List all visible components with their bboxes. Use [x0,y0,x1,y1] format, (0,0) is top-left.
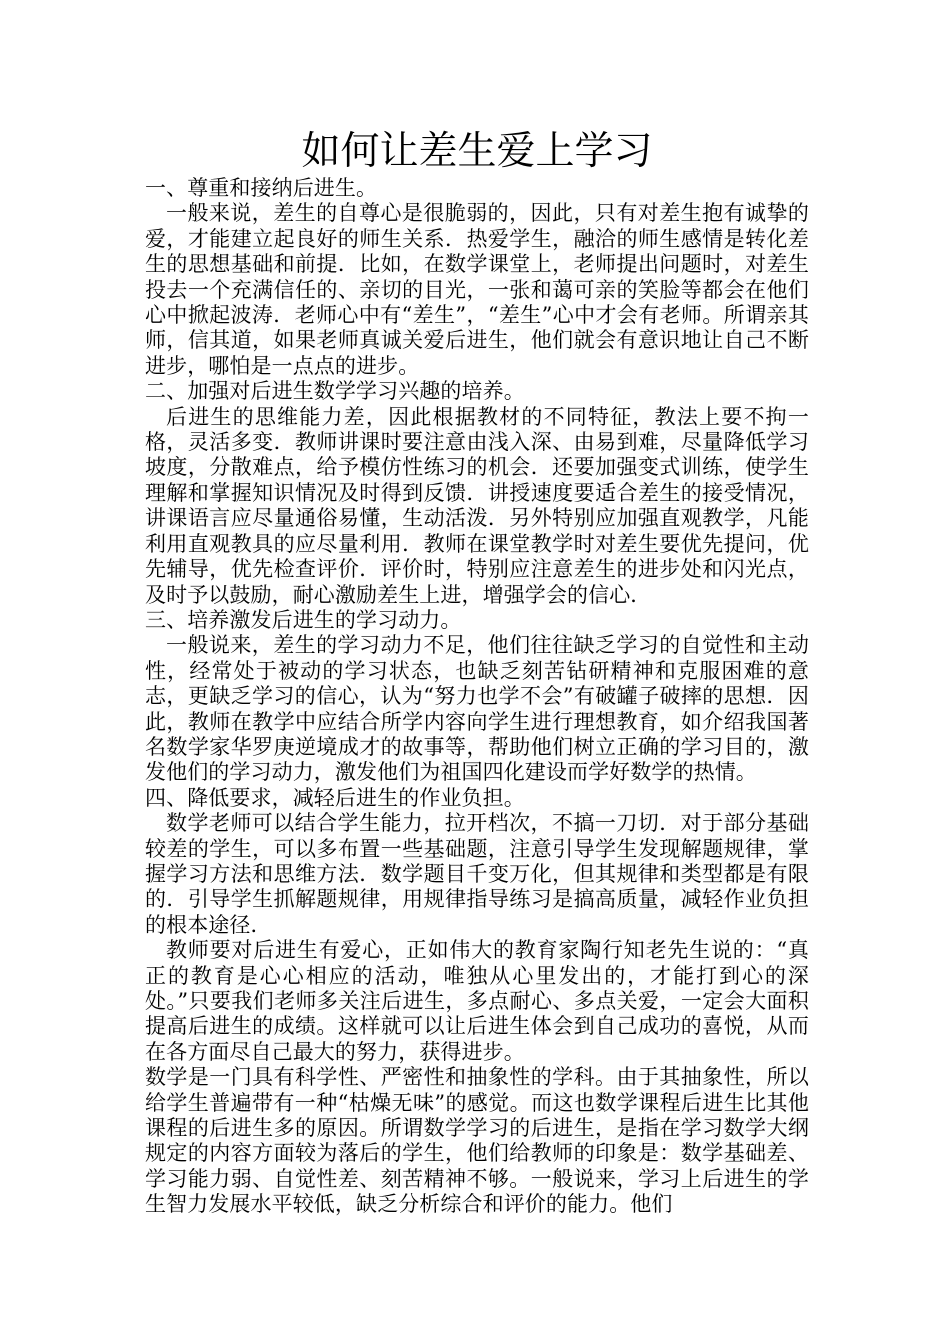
section-paragraph-2: 后进生的思维能力差，因此根据教材的不同特征，教法上要不拘一格，灵活多变．教师讲课时要注意由浅入深、由易到难，尽量降低学习坡度，分散难点，给予模仿性练习的机会．还要加强变式训练，使学生理解和掌握知识情况及时得到反馈．讲授速度要适合差生的接受情况，讲课语言应尽量通俗易懂，生动活泼．另外特别应加强直观教学，凡能利用直观教具的应尽量利用．教师在课堂教学时对差生要优先提问，优先辅导，优先检查评价．评价时，特别应注意差生的进步处和闪光点，及时予以鼓励，耐心激励差生上进，增强学会的信心． [145,404,809,607]
section-heading-2: 二、加强对后进生数学学习兴趣的培养。 [145,379,525,404]
section-heading-4: 四、降低要求，减轻后进生的作业负担。 [145,785,525,810]
closing-paragraph: 教师要对后进生有爱心，正如伟大的教育家陶行知老先生说的：“真正的教育是心心相应的活动，唯独从心里发出的，才能打到心的深处。”只要我们老师多关注后进生，多点耐心、多点关爱，一定会大面积提高后进生的成绩。这样就可以让后进生体会到自己成功的喜悦，从而在各方面尽自己最大的努力，获得进步。 [145,938,809,1064]
section-paragraph-1: 一般来说，差生的自尊心是很脆弱的，因此，只有对差生抱有诚挚的爱，才能建立起良好的师生关系．热爱学生，融洽的师生感情是转化差生的思想基础和前提．比如，在数学课堂上，老师提出问题时，对差生投去一个充满信任的、亲切的目光，一张和蔼可亲的笑脸等都会在他们心中掀起波涛．老师心中有“差生”，“差生”心中才会有老师。所谓亲其师，信其道，如果老师真诚关爱后进生，他们就会有意识地让自己不断进步，哪怕是一点点的进步。 [145,201,809,378]
final-paragraph: 数学是一门具有科学性、严密性和抽象性的学科。由于其抽象性，所以给学生普遍带有一种“枯燥无味”的感觉。而这也数学课程后进生比其他课程的后进生多的原因。所谓数学学习的后进生，是指在学习数学大纲规定的内容方面较为落后的学生，他们给教师的印象是：数学基础差、学习能力弱、自觉性差、刻苦精神不够。一般说来，学习上后进生的学生智力发展水平较低，缺乏分析综合和评价的能力。他们 [145,1065,809,1217]
section-paragraph-4: 数学老师可以结合学生能力，拉开档次，不搞一刀切．对于部分基础较差的学生，可以多布置一些基础题，注意引导学生发现解题规律，掌握学习方法和思维方法．数学题目千变万化，但其规律和类型都是有限的．引导学生抓解题规律，用规律指导练习是搞高质量，减轻作业负担的根本途径． [145,811,809,937]
article-text [145,176,809,1218]
section-heading-3: 三、培养激发后进生的学习动力。 [145,607,462,632]
document-body [145,128,809,1218]
document-title: 如何让差生爱上学习 [301,129,653,174]
section-heading-1: 一、尊重和接纳后进生。 [145,176,378,200]
section-paragraph-3: 一般说来，差生的学习动力不足，他们往往缺乏学习的自觉性和主动性，经常处于被动的学习状态，也缺乏刻苦钻研精神和克服困难的意志，更缺乏学习的信心，认为“努力也学不会”有破罐子破摔的思想．因此，教师在教学中应结合所学内容向学生进行理想教育，如介绍我国著名数学家华罗庚逆境成才的故事等，帮助他们树立正确的学习目的，激发他们的学习动力，激发他们为祖国四化建设而学好数学的热情。 [145,633,809,785]
